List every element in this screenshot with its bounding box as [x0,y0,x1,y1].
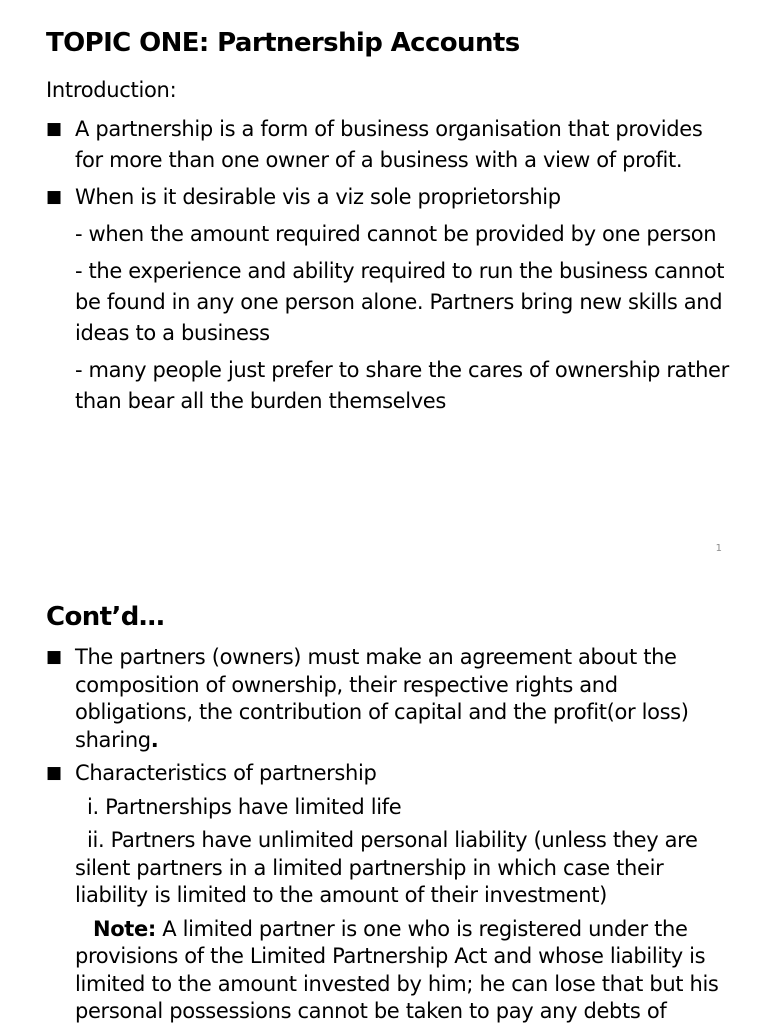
note-label: Note: [93,916,156,941]
characteristic-item: ii. Partners have unlimited personal liability (unless they are silent partners in a limited partnership in which case their liability is limited to the amount of their investment) [75,828,698,907]
slide-1-body [46,114,736,417]
bullet-text: Characteristics of partnership [75,761,377,785]
bullet-square-icon: ■ [46,119,62,139]
introduction-heading: Introduction: [46,78,177,102]
bullet-text: The partners (owners) must make an agreement about the composition of ownership, their respective rights and obligations, the contribution of capital and the profit(or loss) sharing [75,645,689,752]
bullet-text: A partnership is a form of business organisation that provides for more than one owner of a business with a view of profit. [75,117,703,172]
bullet-item [46,760,736,788]
sub-point: - when the amount required cannot be provided by one person [75,222,717,246]
slide-title: Cont’d… [46,602,165,632]
bullet-item [46,114,736,176]
slide-title: TOPIC ONE: Partnership Accounts [46,28,520,58]
sub-point: - many people just prefer to share the cares of ownership rather than bear all the burden themselves [75,358,729,413]
sub-point: - the experience and ability required to run the business cannot be found in any one person alone. Partners bring new skills and ideas to a business [75,259,725,345]
slide-2-body [46,644,736,1026]
note-paragraph [46,916,736,1026]
bullet-item [46,182,736,213]
bullet-square-icon: ■ [46,647,62,667]
page-number: 1 [715,543,722,554]
bullet-text: When is it desirable vis a viz sole proprietorship [75,185,561,209]
bullet-square-icon: ■ [46,763,62,783]
bullet-item [46,644,736,754]
bullet-square-icon: ■ [46,187,62,207]
note-text: A limited partner is one who is registered under the provisions of the Limited Partnership Act and whose liability is limited to the amount invested by him; he can lose that but his personal possessions cannot be taken to pay any debts of [75,916,719,1023]
slide-2 [0,570,768,1024]
characteristic-item: i. Partnerships have limited life [87,794,402,819]
bullet-period: . [150,727,159,752]
